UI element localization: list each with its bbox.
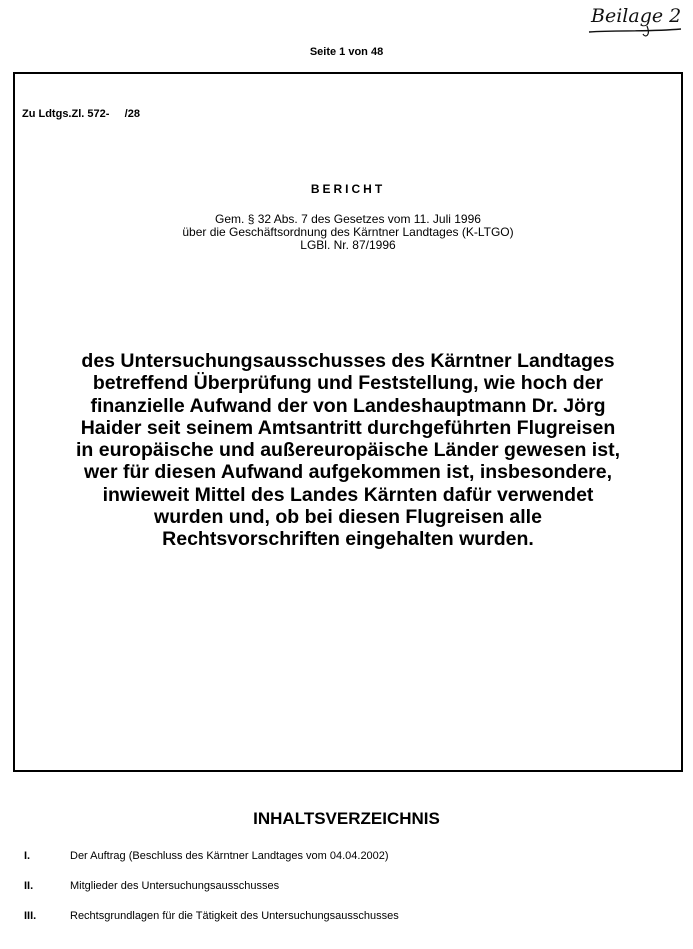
- reference-number: Zu Ldtgs.Zl. 572- /28: [22, 108, 140, 120]
- subject-line: des Untersuchungsausschusses des Kärntner Landtages: [81, 350, 615, 372]
- subject-line: inwieweit Mittel des Landes Kärnten dafür verwendet: [102, 483, 594, 506]
- page-counter: Seite 1 von 48: [309, 46, 384, 58]
- subject-line: wurden und, ob bei diesen Flugreisen alle: [154, 506, 542, 529]
- handwritten-annotation: [587, 2, 683, 40]
- toc-item-text: Der Auftrag (Beschluss des Kärntner Landtages vom 04.04.2002): [70, 850, 389, 862]
- toc-item-text: Mitglieder des Untersuchungsausschusses: [70, 880, 280, 892]
- subject-line: betreffend Überprüfung und Feststellung, wie hoch der: [92, 372, 604, 395]
- toc-title: INHALTSVERZEICHNIS: [253, 809, 440, 828]
- subject-line: in europäische und außereuropäische Länder gewesen ist,: [76, 439, 620, 462]
- subject-line: Haider seit seinem Amtsantritt durchgeführten Flugreisen: [80, 416, 616, 439]
- toc-item-number: III.: [24, 910, 37, 922]
- handwritten-note-text: Beilage 2: [591, 5, 682, 27]
- cover-box: [13, 72, 683, 772]
- legal-basis-line: LGBl. Nr. 87/1996: [300, 238, 396, 252]
- toc-item-number: II.: [24, 880, 34, 892]
- report-subject: [15, 350, 681, 551]
- toc-item-text: Rechtsgrundlagen für die Tätigkeit des Untersuchungsausschusses: [70, 910, 399, 922]
- handwritten-underline: [589, 29, 681, 32]
- toc-item: [0, 910, 693, 926]
- legal-basis: [15, 213, 681, 252]
- subject-line: Rechtsvorschriften eingehalten wurden.: [162, 528, 534, 551]
- subject-line: wer für diesen Aufwand aufgekommen ist, insbesondere,: [83, 461, 613, 484]
- toc-item-number: I.: [24, 850, 31, 862]
- toc-item: [0, 880, 693, 896]
- subject-line: finanzielle Aufwand der von Landeshauptmann Dr. Jörg: [90, 394, 606, 417]
- toc-item: [0, 850, 693, 866]
- legal-basis-line: Gem. § 32 Abs. 7 des Gesetzes vom 11. Juli 1996: [215, 212, 481, 226]
- report-title: BERICHT: [310, 182, 386, 196]
- legal-basis-line: über die Geschäftsordnung des Kärntner Landtages (K-LTGO): [182, 225, 514, 239]
